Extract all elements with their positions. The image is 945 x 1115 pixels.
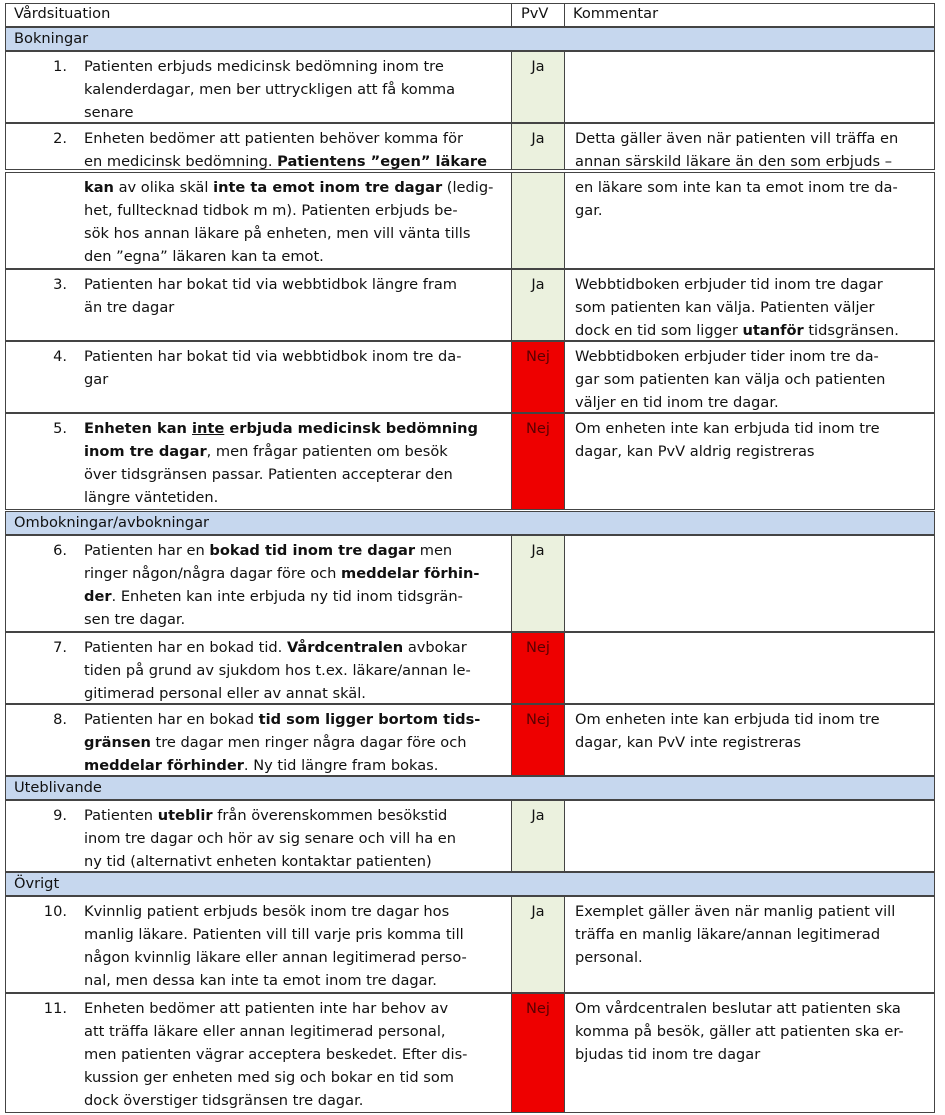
comment-cell xyxy=(565,52,934,122)
pvv-cell: Nej xyxy=(512,994,565,1112)
text-line: Patienten har en bokad tid. Vårdcentralen avbokar xyxy=(84,639,467,656)
row-number: 10. xyxy=(43,903,67,920)
situation-text xyxy=(84,804,508,873)
comment-cell xyxy=(565,633,934,703)
situation-text xyxy=(84,900,508,992)
text-line: Om vårdcentralen beslutar att patienten ska xyxy=(575,1000,901,1017)
text-line: personal. xyxy=(575,949,643,966)
text-line: Webbtidboken erbjuder tid inom tre dagar xyxy=(575,276,883,293)
situation-cell xyxy=(6,173,512,268)
section-uteblivande xyxy=(5,776,935,800)
pvv-cell: Nej xyxy=(512,633,565,703)
text-line: sök hos annan läkare på enheten, men vill vänta tills xyxy=(84,225,471,242)
pvv-cell: Nej xyxy=(512,342,565,412)
pvv-cell xyxy=(512,173,565,268)
row-number: 11. xyxy=(43,1000,67,1017)
comment-text xyxy=(575,127,927,173)
comment-text xyxy=(575,997,927,1066)
pvv-cell: Ja xyxy=(512,801,565,871)
situation-text xyxy=(84,176,508,268)
text-line: som patienten kan välja. Patienten väljer xyxy=(575,299,875,316)
text-line: att träffa läkare eller annan legitimerad personal, xyxy=(84,1023,446,1040)
text-line: dock överstiger tidsgränsen tre dagar. xyxy=(84,1092,364,1109)
text-line: sen tre dagar. xyxy=(84,611,186,628)
situation-cell xyxy=(6,994,512,1112)
section-label: Övrigt xyxy=(14,875,60,892)
header-vardsituation: Vårdsituation xyxy=(6,4,512,26)
text-line: Patienten har en bokad tid som ligger bortom tids- xyxy=(84,711,481,728)
table-row xyxy=(5,896,935,993)
text-line: gar xyxy=(84,371,109,388)
text-line: Om enheten inte kan erbjuda tid inom tre xyxy=(575,420,880,437)
text-line: nal, men dessa kan inte ta emot inom tre dagar. xyxy=(84,972,437,989)
pvv-cell: Nej xyxy=(512,414,565,509)
section-label: Bokningar xyxy=(14,30,89,47)
text-line: dagar, kan PvV inte registreras xyxy=(575,734,801,751)
row-number: 7. xyxy=(53,639,67,656)
text-line: någon kvinnlig läkare eller annan legitimerad perso- xyxy=(84,949,467,966)
row-number: 9. xyxy=(53,807,67,824)
comment-cell xyxy=(565,994,934,1112)
text-line: gar som patienten kan välja och patienten xyxy=(575,371,886,388)
situation-cell xyxy=(6,705,512,775)
situation-cell xyxy=(6,342,512,412)
row-number: 2. xyxy=(53,130,67,147)
header-kommentar: Kommentar xyxy=(573,5,659,22)
text-line: kussion ger enheten med sig och bokar en tid som xyxy=(84,1069,455,1086)
text-line: dagar, kan PvV aldrig registreras xyxy=(575,443,815,460)
pvv-cell: Ja xyxy=(512,124,565,169)
section-ovrigt xyxy=(5,872,935,896)
situation-text xyxy=(84,417,508,509)
text-line: der. Enheten kan inte erbjuda ny tid inom tidsgrän- xyxy=(84,588,463,605)
situation-cell xyxy=(6,270,512,340)
text-line: komma på besök, gäller att patienten ska er- xyxy=(575,1023,904,1040)
text-line: Webbtidboken erbjuder tider inom tre da- xyxy=(575,348,879,365)
situation-text xyxy=(84,997,508,1112)
table-row xyxy=(5,704,935,776)
comment-cell xyxy=(565,801,934,871)
text-line: manlig läkare. Patienten vill till varje pris komma till xyxy=(84,926,464,943)
text-line: meddelar förhinder. Ny tid längre fram bokas. xyxy=(84,757,439,774)
pvv-cell: Ja xyxy=(512,897,565,992)
comment-cell xyxy=(565,342,934,412)
text-line: Patienten har bokat tid via webbtidbok längre fram xyxy=(84,276,458,293)
comment-cell xyxy=(565,414,934,509)
row-number: 5. xyxy=(53,420,67,437)
row-number: 6. xyxy=(53,542,67,559)
comment-text xyxy=(575,417,927,463)
table-row xyxy=(5,993,935,1113)
text-line: väljer en tid inom tre dagar. xyxy=(575,394,779,411)
situation-text xyxy=(84,55,508,124)
comment-cell xyxy=(565,536,934,631)
situation-text xyxy=(84,345,508,391)
text-line: Om enheten inte kan erbjuda tid inom tre xyxy=(575,711,880,728)
situation-text xyxy=(84,273,508,319)
text-line: en medicinsk bedömning. Patientens ”egen” läkare xyxy=(84,153,487,170)
situation-cell xyxy=(6,414,512,509)
text-line: inom tre dagar, men frågar patienten om besök xyxy=(84,443,448,460)
section-label: Uteblivande xyxy=(14,779,102,796)
section-ombokningar xyxy=(5,511,935,535)
text-line: bjudas tid inom tre dagar xyxy=(575,1046,761,1063)
comment-cell xyxy=(565,705,934,775)
text-line: tiden på grund av sjukdom hos t.ex. läkare/annan le- xyxy=(84,662,471,679)
comment-cell xyxy=(565,897,934,992)
situation-cell xyxy=(6,633,512,703)
table-row xyxy=(5,632,935,704)
text-line: över tidsgränsen passar. Patienten accepterar den xyxy=(84,466,453,483)
text-line: Enheten bedömer att patienten inte har behov av xyxy=(84,1000,449,1017)
text-line: ringer någon/några dagar före och meddelar förhin- xyxy=(84,565,480,582)
situation-cell xyxy=(6,124,512,169)
text-line: het, fulltecknad tidbok m m). Patienten erbjuds be- xyxy=(84,202,458,219)
text-line: men patienten vägrar acceptera beskedet. Efter dis- xyxy=(84,1046,468,1063)
comment-text xyxy=(575,708,927,754)
comment-cell xyxy=(565,270,934,340)
comment-text xyxy=(575,900,927,969)
table-header xyxy=(5,3,935,27)
section-bokningar xyxy=(5,27,935,51)
text-line: träffa en manlig läkare/annan legitimerad xyxy=(575,926,881,943)
text-line: en läkare som inte kan ta emot inom tre da- xyxy=(575,179,898,196)
row-number: 4. xyxy=(53,348,67,365)
text-line: dock en tid som ligger utanför tidsgränsen. xyxy=(575,322,899,339)
header-pvv: PvV xyxy=(512,4,565,26)
text-line: Patienten har en bokad tid inom tre dagar men xyxy=(84,542,453,559)
situation-text xyxy=(84,708,508,777)
text-line: senare xyxy=(84,104,134,121)
table-row xyxy=(5,123,935,170)
text-line: än tre dagar xyxy=(84,299,175,316)
pvv-cell: Ja xyxy=(512,270,565,340)
pvv-cell: Ja xyxy=(512,536,565,631)
pvv-cell: Nej xyxy=(512,705,565,775)
text-line: kan av olika skäl inte ta emot inom tre dagar (ledig- xyxy=(84,179,494,196)
situation-cell xyxy=(6,897,512,992)
text-line: Detta gäller även när patienten vill träffa en xyxy=(575,130,899,147)
text-line: Kvinnlig patient erbjuds besök inom tre dagar hos xyxy=(84,903,450,920)
text-line: Enheten kan inte erbjuda medicinsk bedömning xyxy=(84,420,479,437)
table-row xyxy=(5,800,935,872)
row-number: 3. xyxy=(53,276,67,293)
situation-cell xyxy=(6,801,512,871)
row-number: 8. xyxy=(53,711,67,728)
comment-cell xyxy=(565,124,934,169)
text-line: Enheten bedömer att patienten behöver komma för xyxy=(84,130,463,147)
situation-cell xyxy=(6,52,512,122)
situation-text xyxy=(84,127,508,173)
table-row xyxy=(5,341,935,413)
comment-cell xyxy=(565,173,934,268)
table-row xyxy=(5,269,935,341)
pvv-cell: Ja xyxy=(512,52,565,122)
text-line: Exemplet gäller även när manlig patient vill xyxy=(575,903,896,920)
row-number: 1. xyxy=(53,58,67,75)
section-label: Ombokningar/avbokningar xyxy=(14,514,210,531)
comment-text xyxy=(575,273,927,342)
table-row xyxy=(5,535,935,632)
text-line: Patienten erbjuds medicinsk bedömning inom tre xyxy=(84,58,444,75)
comment-text xyxy=(575,345,927,414)
text-line: längre väntetiden. xyxy=(84,489,219,506)
situation-text xyxy=(84,539,508,631)
text-line: Patienten har bokat tid via webbtidbok inom tre da- xyxy=(84,348,462,365)
situation-text xyxy=(84,636,508,705)
table-row-continuation xyxy=(5,172,935,269)
text-line: annan särskild läkare än den som erbjuds – xyxy=(575,153,893,170)
text-line: inom tre dagar och hör av sig senare och vill ha en xyxy=(84,830,457,847)
text-line: gar. xyxy=(575,202,603,219)
table-row xyxy=(5,51,935,123)
table-row xyxy=(5,413,935,510)
text-line: gränsen tre dagar men ringer några dagar före och xyxy=(84,734,467,751)
text-line: Patienten uteblir från överenskommen besökstid xyxy=(84,807,448,824)
situation-cell xyxy=(6,536,512,631)
text-line: kalenderdagar, men ber uttryckligen att få komma xyxy=(84,81,456,98)
text-line: ny tid (alternativt enheten kontaktar patienten) xyxy=(84,853,432,870)
comment-text xyxy=(575,176,927,222)
text-line: gitimerad personal eller av annat skäl. xyxy=(84,685,366,702)
text-line: den ”egna” läkaren kan ta emot. xyxy=(84,248,324,265)
